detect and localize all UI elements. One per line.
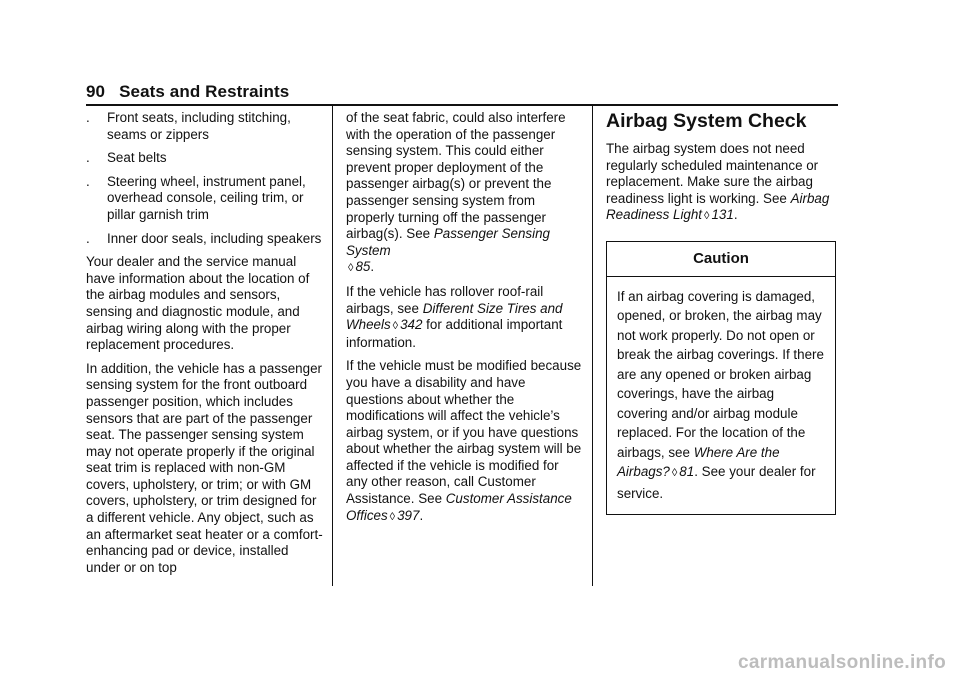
link-customer-assistance-offices[interactable]: Customer Assistance Offices [346,491,572,523]
bullet-marker: . [86,173,90,189]
column-divider-2 [592,106,593,586]
period: . [733,207,738,223]
caution-text: See your dealer for service. [617,464,816,501]
list-item [86,231,326,248]
paragraph [346,284,582,351]
bullet-marker: . [86,230,90,246]
link-different-size-tires[interactable]: Different Size Tires and Wheels [346,300,563,333]
paragraph [346,358,582,525]
bullet-marker: . [86,110,90,125]
list-item [86,110,326,143]
paragraph-text: of the seat fabric, could also interfere with the operation of the passenger sensing system. This could either prevent proper deployment of the passenger airbag(s) or prevent the passenger sensing system from properly turning off the passenger airbag(s). See [346,110,566,242]
paragraph: In addition, the vehicle has a passenger sensing system for the front outboard passenger position, which includes sensors that are part of the passenger seat. The passenger sensing system may not operate properly if the original seat trim is replaced with non-GM covers, upholstery, or trim; or with GM covers, upholstery, or trim designed for a different vehicle. Any object, such as an aftermarket seat heater or a comfort-enhancing pad or device, installed under or on top [86,360,323,575]
list-item-text: Steering wheel, instrument panel, overhead console, ceiling trim, or pillar garnish trim [107,173,306,222]
list-item-text: Inner door seals, including speakers [107,230,322,246]
paragraph [346,110,582,277]
caution-text: If an airbag covering is damaged, opened, or broken, the airbag may not work properly. Do not open or break the airbag coverings. If there are any opened or broken airbag coverings, have the airbag covering and/or airbag module replaced. For the location of the airbags, see [617,288,824,460]
page-ref-icon: ◊ [389,510,396,523]
page-ref-icon: ◊ [704,210,710,223]
page-ref-number[interactable]: 81 [679,464,695,480]
list-item [86,174,326,224]
bullet-list [86,110,326,247]
caution-box [606,241,836,515]
watermark: carmanualsonline.info [738,652,946,673]
paragraph-text: If the vehicle has rollover roof-rail airbags, see [346,283,544,316]
page-ref-number[interactable]: 85 [355,259,371,275]
paragraph [606,141,840,225]
section-title: Seats and Restraints [119,82,290,101]
paragraph: Your dealer and the service manual have information about the location of the airbag modules and sensors, sensing and diagnostic module, and airbag wiring along with the proper replacement procedures. [86,254,310,353]
page-ref-icon: ◊ [671,467,678,480]
section-heading: Airbag System Check [606,110,807,132]
page-number: 90 [86,82,106,101]
paragraph-text: for additional important information. [346,317,563,350]
bullet-marker: . [86,150,90,166]
column-1 [86,110,326,583]
list-item [86,150,326,167]
period: . [419,507,424,523]
period: . [370,259,375,275]
link-where-are-the-airbags[interactable]: Where Are the Airbags? [617,444,780,480]
link-airbag-readiness-light[interactable]: Airbag Readiness Light [606,190,830,223]
page-header [86,82,289,102]
list-item-text: Seat belts [107,150,167,166]
page-ref-icon: ◊ [348,262,354,275]
period: . [694,464,698,480]
list-item-text: Front seats, including stitching, seams or zippers [107,110,291,142]
page-ref-number[interactable]: 342 [400,317,423,333]
paragraph-text: The airbag system does not need regularly scheduled maintenance or replacement. Make sure the airbag readiness light is working. See [606,141,819,206]
caution-body [607,277,835,515]
paragraph-text: If the vehicle must be modified because you have a disability and have questions about whether the modifications will affect the vehicle’s airbag system, or if you have questions about whether the airbag system will be affected if the vehicle is modified for any other reason, call Customer Assistance. See [346,358,582,507]
column-2 [346,110,582,532]
caution-title: Caution [607,242,835,277]
link-passenger-sensing-system[interactable]: Passenger Sensing System [346,226,550,258]
header-rule [86,104,838,106]
column-divider-1 [332,106,333,586]
column-3 [606,110,840,515]
page-ref-number[interactable]: 397 [397,507,420,523]
page-ref-icon: ◊ [392,320,399,333]
page-ref-number[interactable]: 131 [711,207,734,223]
